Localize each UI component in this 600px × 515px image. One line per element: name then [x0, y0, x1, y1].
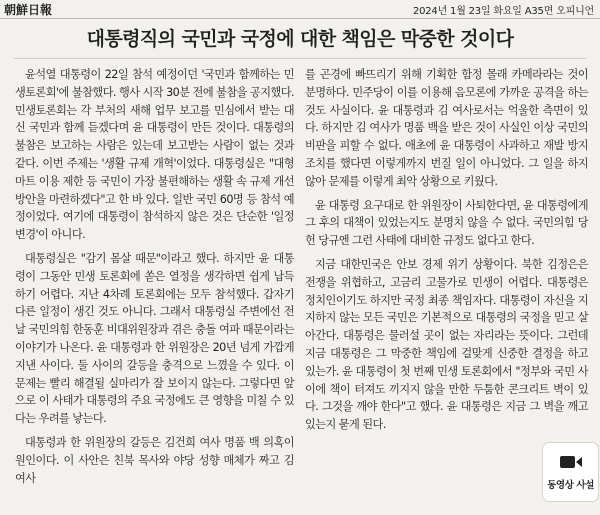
- paragraph: 를 곤경에 빠뜨리기 위해 기획한 함정 몰래 카메라라는 것이 분명하다. 민주당이 이를 이용해 음모론에 가까운 공격을 하는 것도 사실이다. 윤 대통령과 김 여사로서는 억울한 측면이 있다. 하지만 김 여사가 명품 백을 받은 것이 사실인 이상 국민의 비판을 피할 수 없다. 애초에 윤 대통령이 사과하고 재발 방지 조치를 했다면 이렇게까지 번질 일이 아니었다. 그 일을 하지 않아 문제를 이렇게 최악 상황으로 키웠다.: [305, 68, 588, 188]
- paragraph: 윤 대통령 요구대로 한 위원장이 사퇴한다면, 윤 대통령에게 그 후의 대책이 있었는지도 분명치 않을 수 없다. 국민의힘 당헌 당규엔 그런 사태에 대비한 규정도 없다고 한다.: [305, 198, 588, 248]
- video-camera-icon: [559, 453, 583, 471]
- paragraph: 지금 대한민국은 안보 경제 위기 상황이다. 북한 김정은은 전쟁을 위협하고, 고금리 고물가로 민생이 어렵다. 대통령은 정치인이기도 하지만 국정 최종 책임자다. 대통령이 자신을 지지하지 않는 모든 국민은 기본적으로 대통령의 국정을 믿고 살아간다. 대통령은 물러설 곳이 없는 자리라는 뜻이다. 그런데 지금 대통령은 그 막중한 책임에 걸맞게 신중한 결정을 하고 있는가. 윤 대통령이 첫 번째 민생 토론회에서 "정부와 국민 사이에 책이 터져도 끼지지 않을 만한 두툼한 콘크리트 벽이 있다. 그것을 깨야 한다"고 했다. 윤 대통령은 지금 그 벽을 깨고 있는지 묻게 된다.: [305, 257, 588, 432]
- video-editorial-label: 동영상 사설: [547, 480, 594, 491]
- video-editorial-button[interactable]: [543, 443, 598, 501]
- headline-divider: [14, 58, 586, 59]
- paragraph: 대통령실은 "감기 몸살 때문"이라고 했다. 하지만 윤 대통령이 그동안 민생 토론회에 쏟은 열정을 생각하면 쉽게 납득하기 어렵다. 지난 4차례 토론회에는 모두 참석했다. 갑자기 다른 일정이 생긴 것도 아니다. 그래서 대통령실 주변에선 전날 국민의힘 한동훈 비대위원장과 겪은 충돌 여파 때문이라는 이야기가 나온다. 윤 대통령과 한 위원장은 20년 넘게 가깝게 지낸 사이다. 둘 사이의 갈등을 충격으로 느꼈을 수 있다. 이 문제는 빨리 해결될 실마리가 잘 보이지 않는다. 그렇다면 앞으로 이 사태가 대통령의 주요 국정에도 큰 영향을 미칠 수 있다는 우려를 낳는다.: [15, 251, 294, 426]
- newspaper-logo[interactable]: 朝鮮日報: [4, 2, 53, 17]
- right-column: [305, 66, 588, 434]
- masthead-bar: [0, 0, 600, 19]
- paragraph: 대통령과 한 위원장의 갈등은 김건희 여사 명품 백 의혹이 원인이다. 이 사안은 친북 목사와 야당 성향 매체가 짜고 김 여사: [15, 435, 294, 485]
- editorial-headline: 대통령직의 국민과 국정에 대한 책임은 막중한 것이다: [86, 28, 514, 50]
- paragraph: 윤석열 대통령이 22일 참석 예정이던 '국민과 함께하는 민생토론회'에 불참했다. 행사 시작 30분 전에 불참을 공지했다. 민생토론회는 각 부처의 새해 업무 보고를 민심에서 받는 대신 국민과 함께 듣겠다며 윤 대통령이 만든 것이다. 대통령의 불참은 보고하는 사람은 있는데 보고받는 사람이 없는 것과 같다. 이번 주제는 '생활 규제 개혁'이었다. 대통령실은 "대형 마트 이용 제한 등 국민이 가장 불편해하는 생활 속 규제 개선 방안을 마련하겠다"고 한 바 있다. 일반 국민 60명 등 참석 예정이었다. 여기에 대통령이 참석하지 않은 것은 단순한 '일정 변경'이 아니다.: [15, 68, 294, 242]
- left-column: [15, 66, 294, 487]
- publication-info: 2024년 1월 23일 화요일 A35면 오피니언: [412, 5, 594, 17]
